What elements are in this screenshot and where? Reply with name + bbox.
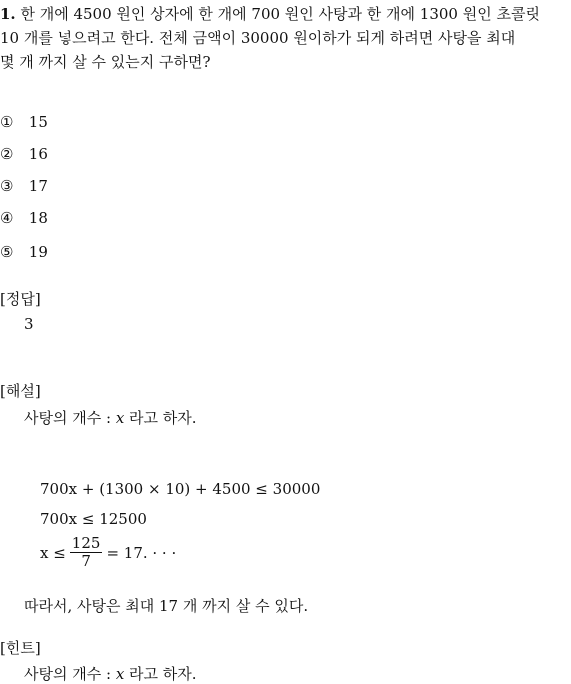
equation-3-rhs: = 17. · · · <box>106 543 177 562</box>
choice-value: 15 <box>28 113 48 131</box>
question-number: 1. <box>0 5 16 23</box>
equation-3 <box>40 535 176 570</box>
hint-intro-prefix: 사탕의 개수 : <box>24 665 116 683</box>
explanation-intro-suffix: 라고 하자. <box>124 409 197 427</box>
hint-intro <box>24 663 197 684</box>
answer-label: [정답] <box>0 290 41 308</box>
choice-1[interactable] <box>0 113 48 131</box>
question-line-1 <box>0 3 540 24</box>
question-line-2: 10 개를 넣으려고 한다. 전체 금액이 30000 원이하가 되게 하려면 사탕을 최대 <box>0 29 516 47</box>
equation-3-lhs: x ≤ <box>40 543 66 562</box>
question-text-1: 한 개에 4500 원인 상자에 한 개에 700 원인 사탕과 한 개에 1300 원인 초콜릿 <box>20 5 540 23</box>
question-line-3: 몇 개 까지 살 수 있는지 구하면? <box>0 53 211 71</box>
choice-4[interactable] <box>0 209 48 227</box>
choice-marker: ③ <box>0 177 14 195</box>
choice-marker: ① <box>0 113 14 131</box>
choice-marker: ⑤ <box>0 243 14 261</box>
choice-marker: ④ <box>0 209 14 227</box>
choice-value: 16 <box>28 145 48 163</box>
fraction <box>70 535 103 570</box>
choice-3[interactable] <box>0 177 48 195</box>
choice-2[interactable] <box>0 145 48 163</box>
explanation-intro-prefix: 사탕의 개수 : <box>24 409 116 427</box>
hint-variable: x <box>115 665 125 683</box>
explanation-intro <box>24 407 197 428</box>
choice-marker: ② <box>0 145 14 163</box>
equation-1: 700x + (1300 × 10) + 4500 ≤ 30000 <box>40 480 321 498</box>
answer-value: 3 <box>24 315 34 333</box>
explanation-variable: x <box>115 409 125 427</box>
fraction-denominator: 7 <box>81 552 91 570</box>
choice-5[interactable] <box>0 243 48 261</box>
choice-value: 18 <box>28 209 48 227</box>
explanation-label: [해설] <box>0 382 41 400</box>
hint-intro-suffix: 라고 하자. <box>124 665 197 683</box>
choice-value: 19 <box>28 243 48 261</box>
equation-2: 700x ≤ 12500 <box>40 510 147 528</box>
hint-label: [힌트] <box>0 639 41 657</box>
fraction-numerator: 125 <box>71 534 101 552</box>
explanation-conclusion: 따라서, 사탕은 최대 17 개 까지 살 수 있다. <box>24 597 309 615</box>
choice-value: 17 <box>28 177 48 195</box>
